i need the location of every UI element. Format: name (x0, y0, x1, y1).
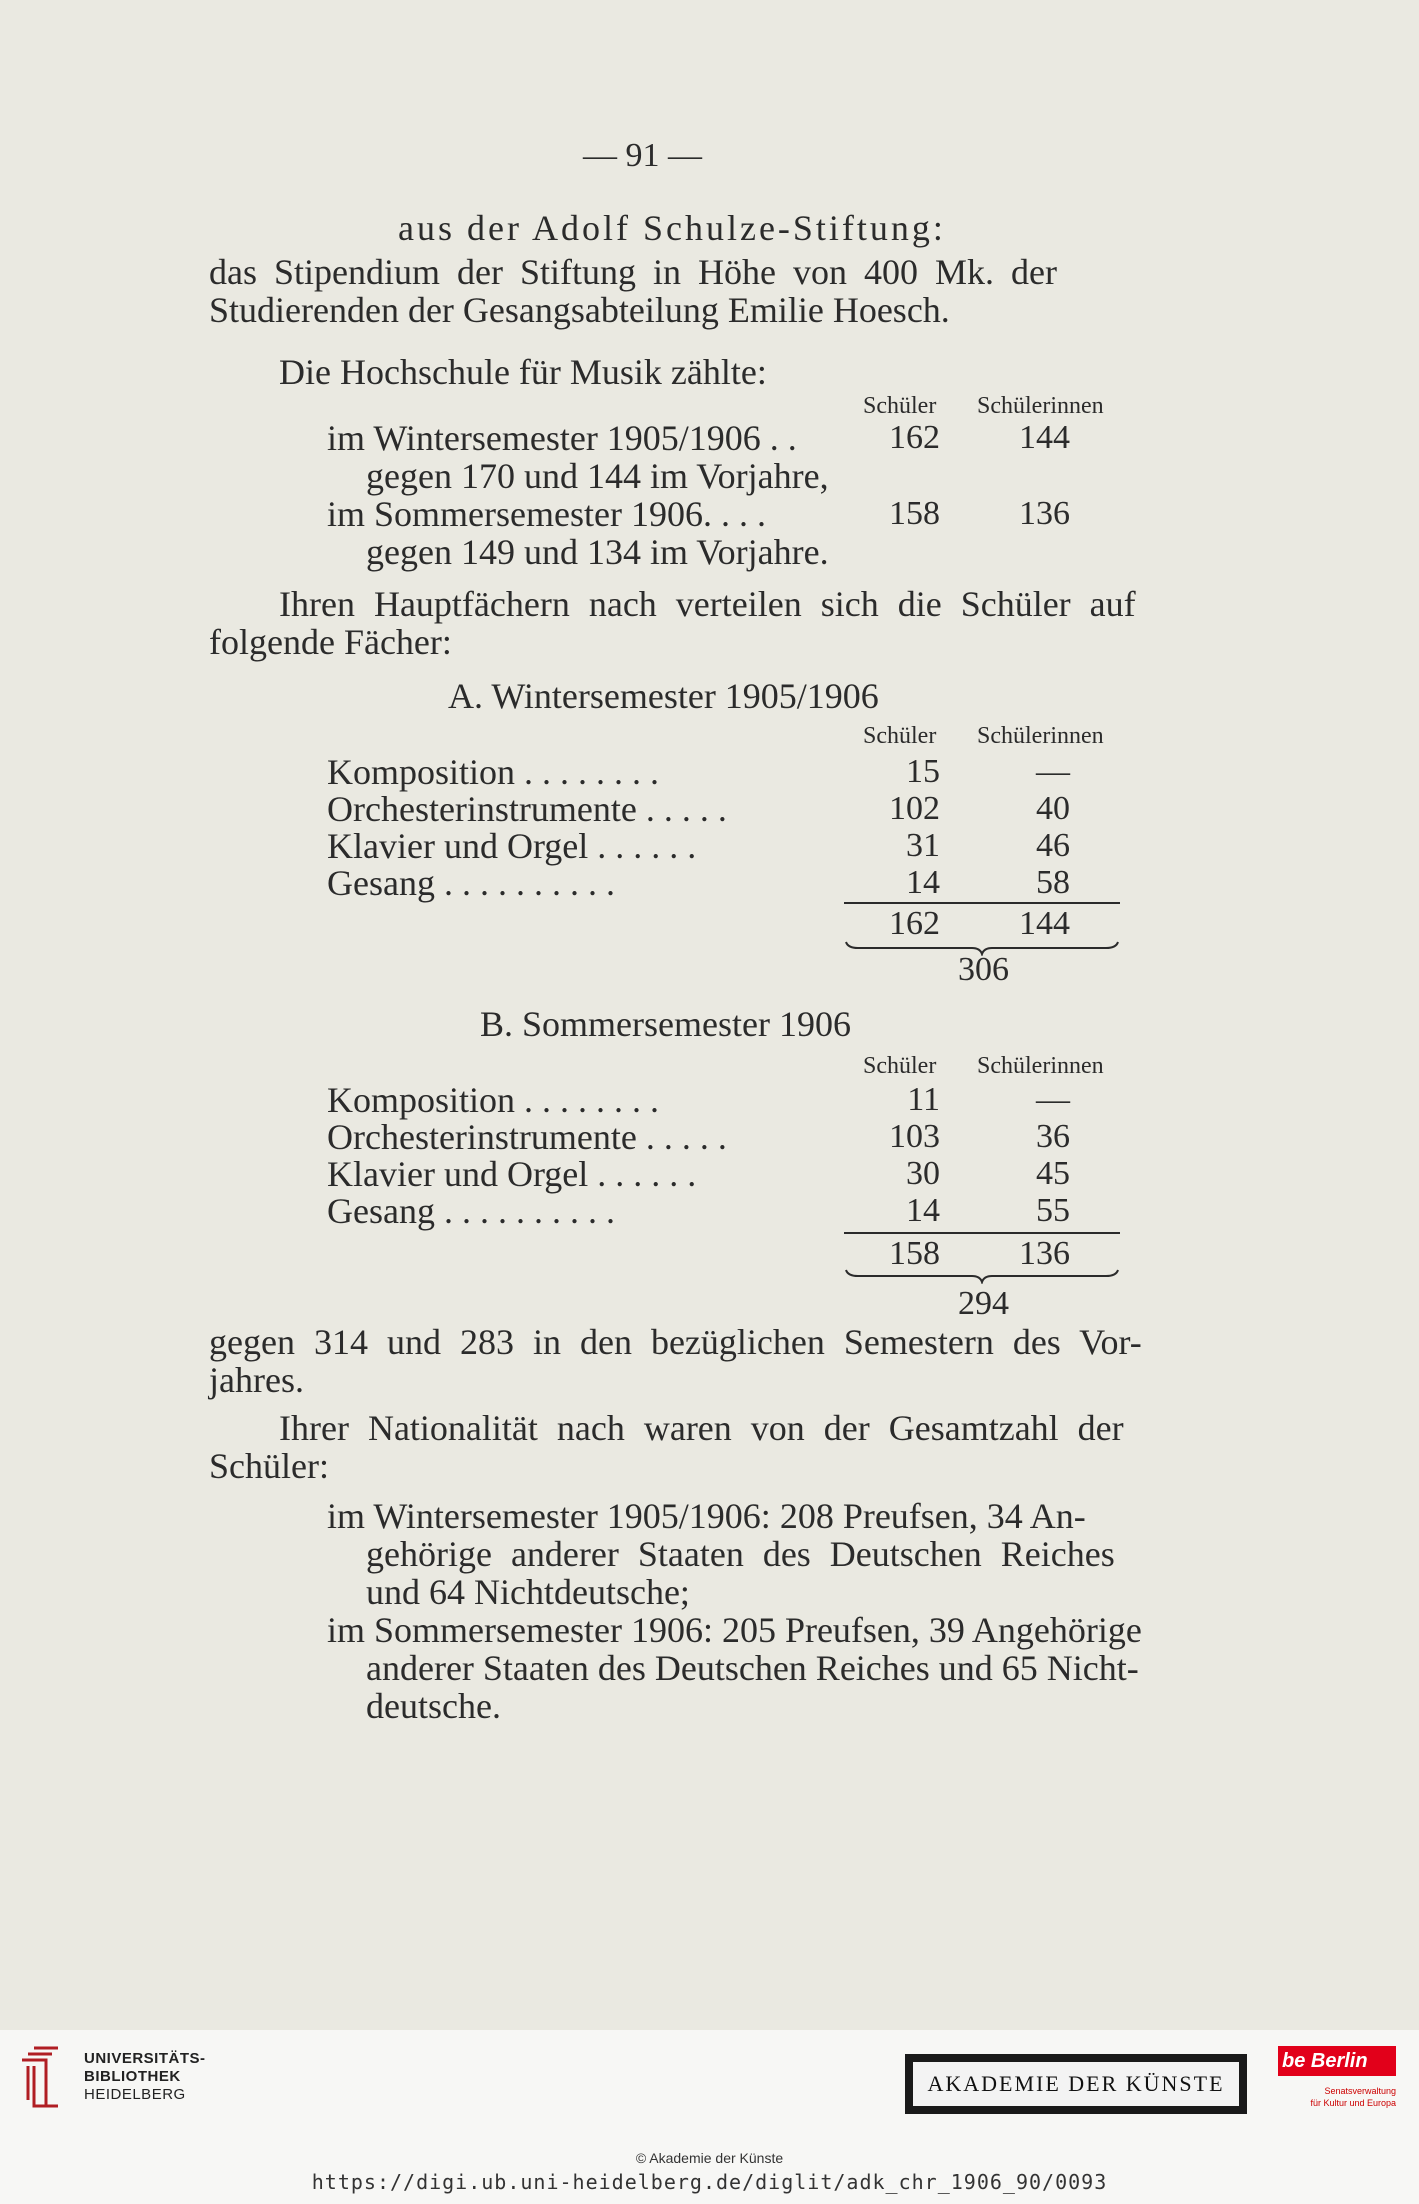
paragraph-line: Ihrer Nationalität nach waren von der Gesamtzahl der (279, 1408, 1124, 1448)
berlin-logo-icon[interactable] (1278, 2046, 1396, 2126)
akademie-logo[interactable] (905, 2054, 1247, 2114)
row-value-schueler: 30 (906, 1155, 940, 1192)
paragraph-line: folgende Fächer: (209, 622, 452, 662)
paragraph-line: das Stipendium der Stiftung in Höhe von 400 Mk. der (209, 252, 1057, 292)
row-value-schueler: 15 (906, 753, 940, 790)
row-value-schuelerinnen: — (1036, 1081, 1070, 1118)
sum-schueler: 158 (889, 1235, 940, 1272)
section-b-title: B. Sommersemester 1906 (480, 1004, 851, 1044)
berlin-sub: Senatsverwaltung (1324, 2086, 1396, 2096)
column-header-schuelerinnen: Schülerinnen (977, 1053, 1104, 1079)
berlin-sub: für Kultur und Europa (1310, 2098, 1396, 2108)
summary-label: im Wintersemester 1905/1906 . . (327, 418, 797, 458)
row-value-schueler: 14 (906, 1192, 940, 1229)
summary-value: 144 (1019, 419, 1070, 456)
row-label: Orchesterinstrumente . . . . . (327, 1117, 727, 1157)
sum-schueler: 162 (889, 905, 940, 942)
row-value-schuelerinnen: — (1036, 753, 1070, 790)
summary-note: gegen 170 und 144 im Vorjahre, (366, 456, 829, 496)
page-number: — 91 — (583, 137, 702, 174)
total-brace (844, 1268, 1120, 1284)
intro-line: Die Hochschule für Musik zählte: (279, 352, 767, 392)
university-library-logo-icon[interactable] (14, 2040, 76, 2112)
summary-value: 136 (1019, 495, 1070, 532)
ub-label: HEIDELBERG (84, 2086, 186, 2103)
row-value-schuelerinnen: 58 (1036, 864, 1070, 901)
row-value-schuelerinnen: 55 (1036, 1192, 1070, 1229)
column-header-schueler: Schüler (863, 1053, 937, 1079)
berlin-logo-text: be Berlin (1278, 2046, 1396, 2076)
row-label: Gesang . . . . . . . . . . (327, 863, 615, 903)
akademie-label: AKADEMIE DER KÜNSTE (913, 2062, 1239, 2106)
paragraph-line: jahres. (209, 1360, 304, 1400)
column-header-schuelerinnen: Schülerinnen (977, 723, 1104, 749)
paragraph-line: Schüler: (209, 1446, 329, 1486)
column-header-schueler: Schüler (863, 393, 937, 419)
row-value-schuelerinnen: 45 (1036, 1155, 1070, 1192)
row-label: Komposition . . . . . . . . (327, 1080, 660, 1120)
nationality-line: deutsche. (366, 1686, 501, 1726)
row-value-schueler: 31 (906, 827, 940, 864)
nationality-line: im Sommersemester 1906: 205 Preufsen, 39 Angehörige (327, 1610, 1142, 1650)
row-value-schuelerinnen: 40 (1036, 790, 1070, 827)
row-label: Gesang . . . . . . . . . . (327, 1191, 615, 1231)
sum-schuelerinnen: 144 (1019, 905, 1070, 942)
row-label: Klavier und Orgel . . . . . . (327, 826, 697, 866)
copyright-text: © Akademie der Künste (635, 2150, 784, 2166)
ub-label: UNIVERSITÄTS- (84, 2050, 206, 2067)
nationality-line: und 64 Nichtdeutsche; (366, 1572, 690, 1612)
source-url-link[interactable]: https://digi.ub.uni-heidelberg.de/diglit/adk_chr_1906_90/0093 (311, 2170, 1108, 2194)
paragraph-line: Ihren Hauptfächern nach verteilen sich die Schüler auf (279, 584, 1136, 624)
row-value-schuelerinnen: 36 (1036, 1118, 1070, 1155)
column-header-schueler: Schüler (863, 723, 937, 749)
sum-schuelerinnen: 136 (1019, 1235, 1070, 1272)
nationality-line: gehörige anderer Staaten des Deutschen Reiches (366, 1534, 1115, 1574)
summary-label: im Sommersemester 1906. . . . (327, 494, 766, 534)
row-label: Komposition . . . . . . . . (327, 752, 660, 792)
section-heading: aus der Adolf Schulze-Stiftung: (398, 208, 946, 248)
column-header-schuelerinnen: Schülerinnen (977, 393, 1104, 419)
row-label: Klavier und Orgel . . . . . . (327, 1154, 697, 1194)
row-value-schueler: 11 (907, 1081, 940, 1118)
total-value: 306 (958, 951, 1009, 988)
row-value-schueler: 14 (906, 864, 940, 901)
summary-value: 162 (889, 419, 940, 456)
row-value-schueler: 102 (889, 790, 940, 827)
summary-value: 158 (889, 495, 940, 532)
summary-note: gegen 149 und 134 im Vorjahre. (366, 532, 829, 572)
total-value: 294 (958, 1285, 1009, 1322)
paragraph-line: gegen 314 und 283 in den bezüglichen Semestern des Vor- (209, 1322, 1142, 1362)
nationality-line: im Wintersemester 1905/1906: 208 Preufsen, 34 An- (327, 1496, 1086, 1536)
row-label: Orchesterinstrumente . . . . . (327, 789, 727, 829)
row-value-schuelerinnen: 46 (1036, 827, 1070, 864)
paragraph-line: Studierenden der Gesangsabteilung Emilie Hoesch. (209, 290, 950, 330)
ub-label: BIBLIOTHEK (84, 2068, 181, 2085)
row-value-schueler: 103 (889, 1118, 940, 1155)
nationality-line: anderer Staaten des Deutschen Reiches und 65 Nicht- (366, 1648, 1139, 1688)
section-a-title: A. Wintersemester 1905/1906 (448, 676, 879, 716)
